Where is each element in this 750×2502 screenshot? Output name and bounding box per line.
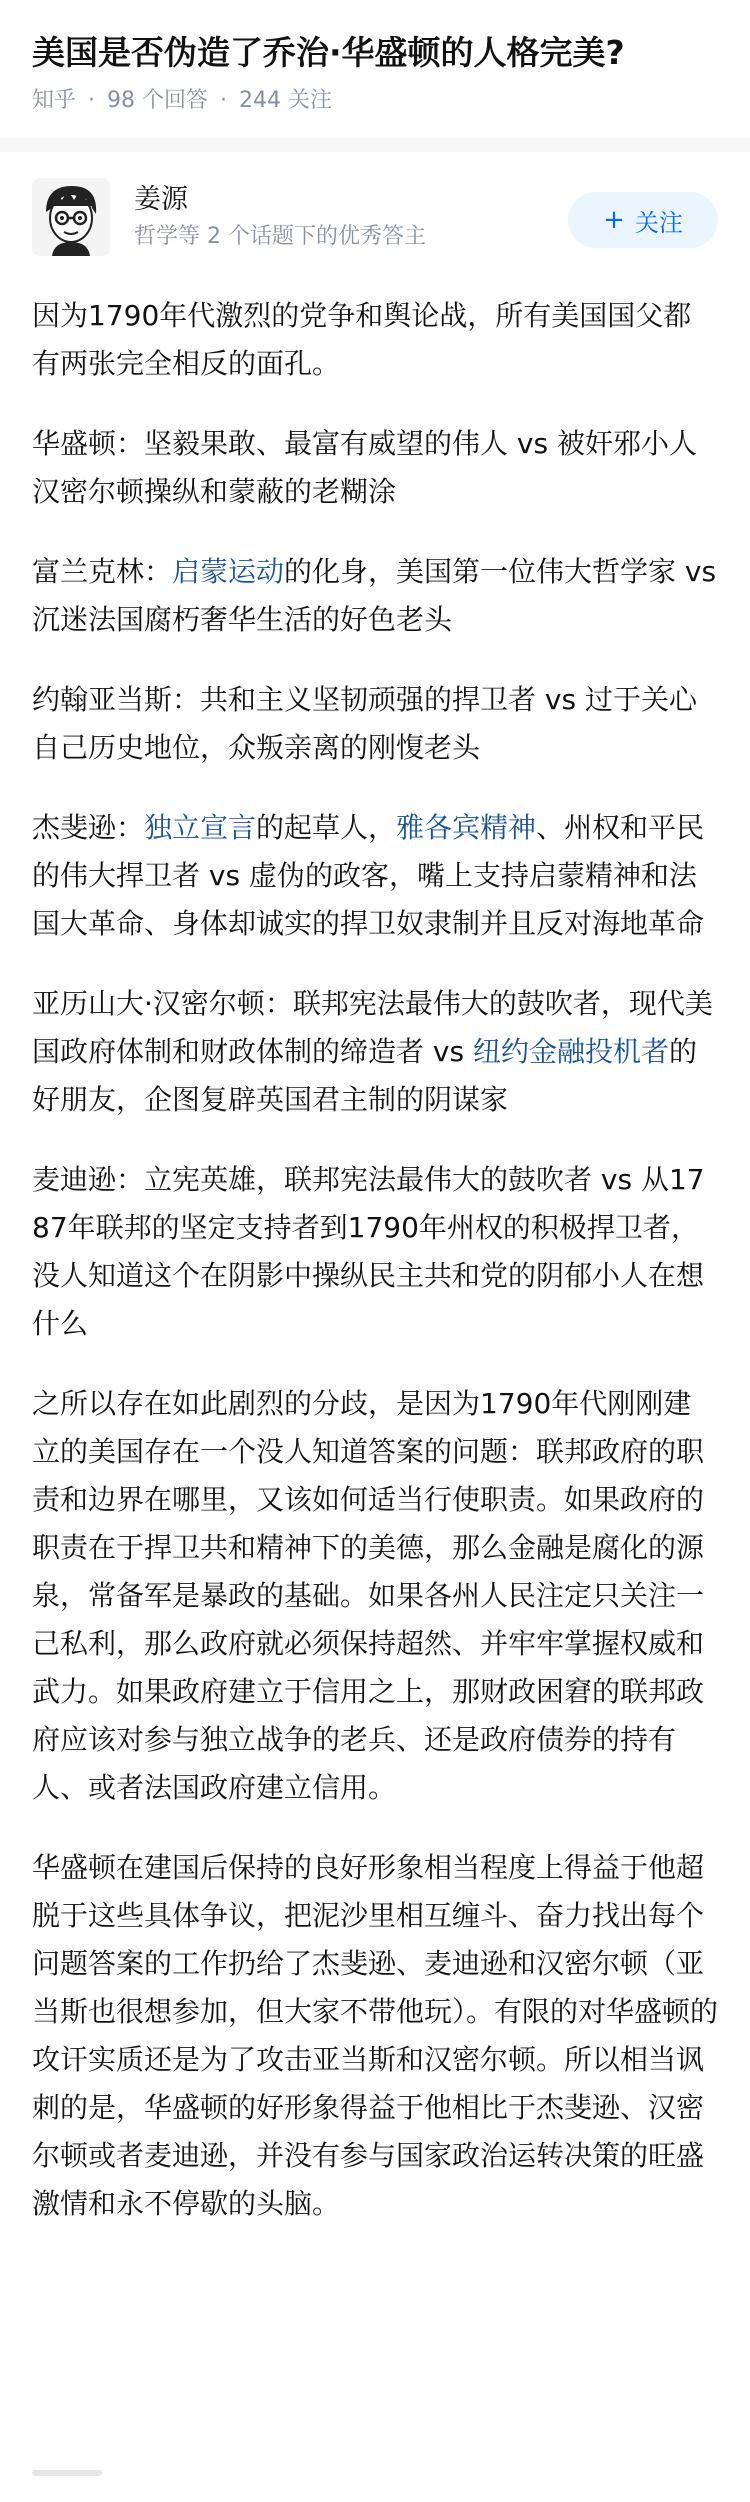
paragraph (32, 548, 718, 644)
paragraph (32, 980, 718, 1124)
meta-separator: · (88, 88, 96, 113)
follow-button[interactable] (568, 192, 718, 248)
paragraph: 之所以存在如此剧烈的分歧，是因为1790年代刚刚建立的美国存在一个没人知道答案的问题：联邦政府的职责和边界在哪里，又该如何适当行使职责。如果政府的职责在于捍卫共和精神下的美德，那么金融是腐化的源泉，常备军是暴政的基础。如果各州人民注定只关注一己私利，那么政府就必须保持超然、并牢牢掌握权威和武力。如果政府建立于信用之上，那财政困窘的联邦政府应该对参与独立战争的老兵、还是政府债券的持有人、或者法国政府建立信用。 (32, 1387, 705, 1804)
follow-button-label: 关注 (634, 208, 683, 237)
topic-link-declaration[interactable]: 独立宣言 (144, 811, 257, 844)
paragraph-text: 杰斐逊： (32, 811, 145, 844)
author-name[interactable]: 姜源 (134, 184, 188, 215)
paragraph (32, 804, 718, 948)
author-badge: 哲学等 2 个话题下的优秀答主 (134, 224, 426, 249)
paragraph-text: 的化身，美国第一位伟大哲学家 vs 沉迷法国腐朽奢华生活的好色老头 (32, 555, 717, 636)
question-title[interactable]: 美国是否伪造了乔治·华盛顿的人格完美? (32, 33, 625, 72)
paragraph: 华盛顿在建国后保持的良好形象相当程度上得益于他超脱于这些具体争议，把泥沙里相互缠斗、奋力找出每个问题答案的工作扔给了杰斐逊、麦迪逊和汉密尔顿（亚当斯也很想参加，但大家不带他玩）。有限的对华盛顿的攻讦实质还是为了攻击亚当斯和汉密尔顿。所以相当讽刺的是，华盛顿的好形象得益于他相比于杰斐逊、汉密尔顿或者麦迪逊，并没有参与国家政治运转决策的旺盛激情和永不停歇的头脑。 (32, 1851, 719, 2220)
paragraph: 因为1790年代激烈的党争和舆论战，所有美国国父都有两张完全相反的面孔。 (32, 299, 692, 380)
plus-icon: + (603, 205, 625, 235)
topic-link-enlightenment[interactable]: 启蒙运动 (172, 555, 285, 588)
topic-link-jacobin[interactable]: 雅各宾精神 (396, 811, 537, 844)
section-divider (0, 138, 750, 152)
paragraph: 麦迪逊：立宪英雄，联邦宪法最伟大的鼓吹者 vs 从1787年联邦的坚定支持者到1790年州权的积极捍卫者，没人知道这个在阴影中操纵民主共和党的阴郁小人在想什么 (32, 1163, 705, 1340)
answer-count[interactable]: 98 个回答 (107, 88, 209, 113)
paragraph-text: 的好朋友，企图复辟英国君主制的阴谋家 (32, 1035, 697, 1116)
avatar[interactable] (32, 178, 110, 256)
paragraph-text: 、州权和平民的伟大捍卫者 vs 虚伪的政客，嘴上支持启蒙精神和法国大革命、身体却诚实的捍卫奴隶制并且反对海地革命 (32, 811, 705, 940)
source-label[interactable]: 知乎 (32, 88, 77, 113)
answer-content (0, 292, 750, 2228)
question-header (0, 0, 750, 138)
paragraph-text: 富兰克林： (32, 555, 173, 588)
bottom-indicator (32, 2470, 102, 2476)
topic-link-ny-finance[interactable]: 纽约金融投机者 (472, 1035, 669, 1068)
paragraph: 华盛顿：坚毅果敢、最富有威望的伟人 vs 被奸邪小人汉密尔顿操纵和蒙蔽的老糊涂 (32, 427, 697, 508)
author-card (0, 152, 750, 270)
cartoon-avatar-icon (32, 178, 110, 256)
paragraph-text: 亚历山大·汉密尔顿：联邦宪法最伟大的鼓吹者，现代美国政府体制和财政体制的缔造者 vs (32, 987, 713, 1068)
follow-count: 244 关注 (239, 88, 333, 113)
meta-separator: · (220, 88, 228, 113)
question-meta (32, 86, 718, 116)
paragraph: 约翰亚当斯：共和主义坚韧顽强的捍卫者 vs 过于关心自己历史地位，众叛亲离的刚愎老头 (32, 683, 697, 764)
paragraph-text: 的起草人， (256, 811, 397, 844)
